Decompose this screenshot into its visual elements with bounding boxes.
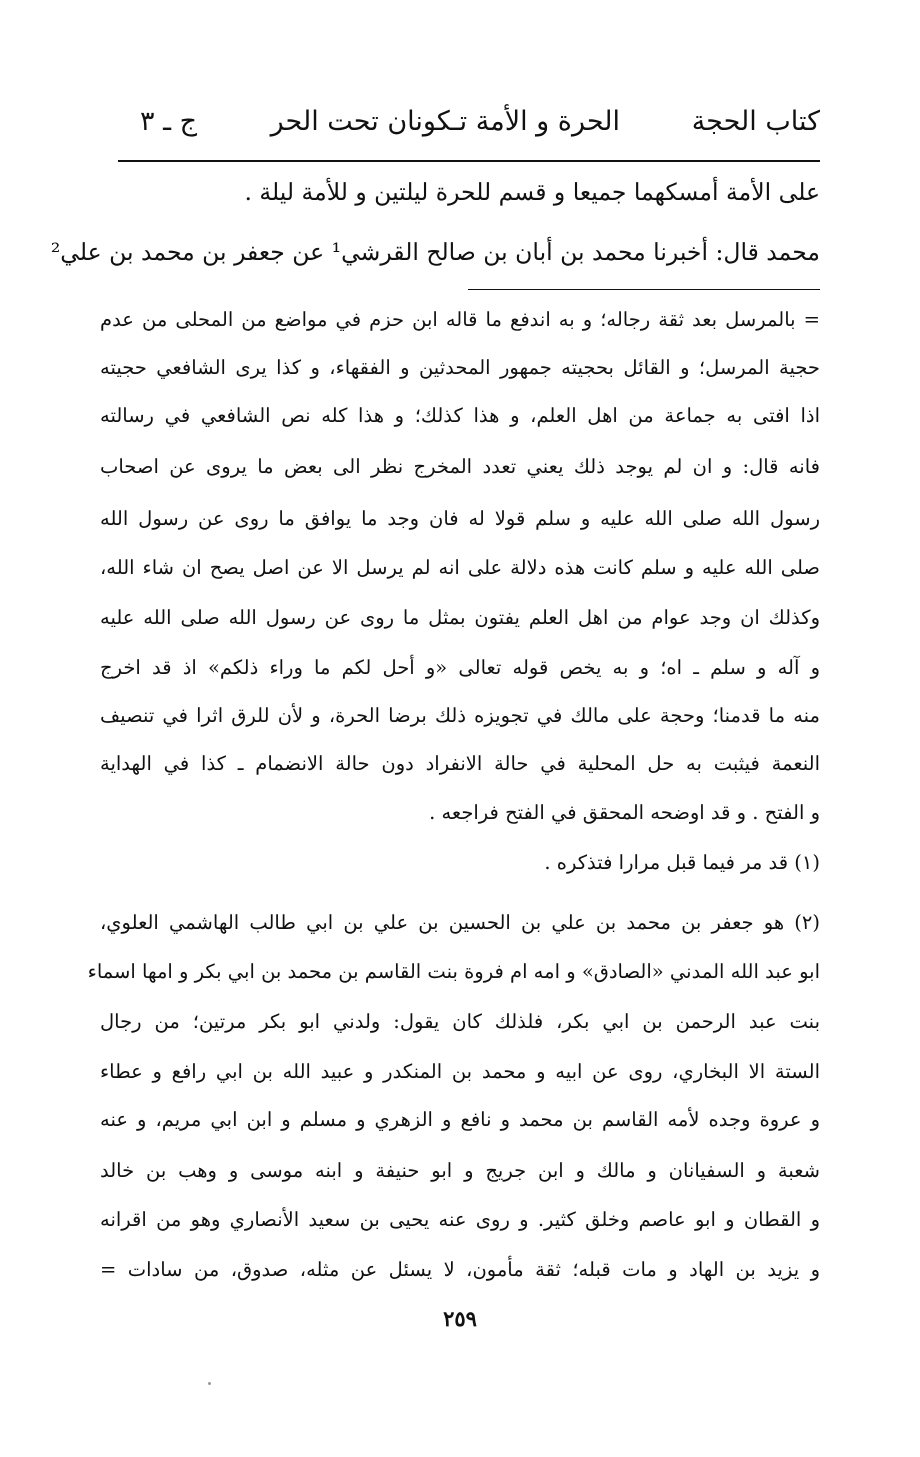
- scan-speck: [208, 1382, 211, 1385]
- footnote-line: النعمة فيثبت به حل المحلية في حالة الانفراد دون حالة الانضمام ـ كذا في الهداية: [100, 752, 820, 775]
- footnote-line: و عروة وجده لأمه القاسم بن محمد و نافع و الزهري و مسلم و ابن ابي مريم، و عنه: [100, 1108, 820, 1131]
- header-volume: ج ـ ٣: [140, 106, 198, 137]
- footnote-line: اذا افتى به جماعة من اهل العلم، و هذا كذلك؛ و هذا كله نص الشافعي في رسالته: [100, 404, 820, 427]
- footnote-line: ابو عبد الله المدني «الصادق» و امه ام فروة بنت القاسم بن محمد بن ابي بكر و امها اسماء: [87, 960, 820, 983]
- body-line: على الأمة أمسكهما جميعا و قسم للحرة ليلتين و للأمة ليلة .: [244, 178, 820, 206]
- page-number: ٢٥٩: [443, 1306, 477, 1331]
- footnote-line: رسول الله صلى الله عليه و سلم قولا له فان وجد ما يوافق ما روى عن رسول الله: [100, 507, 820, 530]
- footnote-line: الستة الا البخاري، روى عن ابيه و محمد بن المنكدر و عبيد الله بن ابي رافع و عطاء: [100, 1060, 820, 1083]
- footnote-line: منه ما قدمنا؛ وحجة على مالك في تجويزه ذلك برضا الحرة، و لأن للرق اثرا في تنصيف: [100, 704, 820, 727]
- footnote-line: و الفتح . و قد اوضحه المحقق في الفتح فراجعه .: [429, 801, 820, 824]
- header-rule: [118, 160, 820, 162]
- footnote-line: و آله و سلم ـ اه؛ و به يخص قوله تعالى «و أحل لكم ما وراء ذلكم» اذ قد اخرج: [100, 656, 820, 679]
- running-header: [120, 106, 820, 150]
- header-book-title: كتاب الحجة: [691, 106, 820, 137]
- footnote-separator: [468, 289, 820, 290]
- footnote-line: بنت عبد الرحمن بن ابي بكر، فلذلك كان يقول: ولدني ابو بكر مرتين؛ من رجال: [100, 1010, 820, 1033]
- footnote-line: و يزيد بن الهاد و مات قبله؛ ثقة مأمون، لا يسئل عن مثله، صدوق، من سادات =: [100, 1258, 820, 1281]
- footnote-line: حجية المرسل؛ و القائل بحجيته جمهور المحدثين و الفقهاء، و كذا يرى الشافعي حجيته: [100, 356, 820, 379]
- footnote-marker-2: (٢) هو جعفر بن محمد بن علي بن الحسين بن علي بن ابي طالب الهاشمي العلوي،: [100, 911, 820, 934]
- footnote-line: صلى الله عليه و سلم كانت هذه دلالة على انه لم يرسل الا عن اصل يصح ان شاء الله،: [100, 556, 820, 579]
- footnote-line: فانه قال: و ان لم يوجد ذلك يعني تعدد المخرج نظر الى بعض ما يروى عن اصحاب: [100, 455, 820, 478]
- footnote-line: وكذلك ان وجد عوام من اهل العلم يفتون بمثل ما روى عن رسول الله صلى الله عليه: [100, 606, 820, 629]
- footnote-line: = بالمرسل بعد ثقة رجاله؛ و به اندفع ما قاله ابن حزم في مواضع من المحلى من عدم: [100, 308, 820, 331]
- body-line: محمد قال: أخبرنا محمد بن أبان بن صالح القرشي¹ عن جعفر بن محمد بن علي²: [50, 238, 820, 266]
- header-chapter-title: الحرة و الأمة تـكونان تحت الحر: [270, 106, 620, 137]
- footnote-marker-1: (١) قد مر فيما قبل مرارا فتذكره .: [544, 851, 820, 874]
- footnote-line: شعبة و السفيانان و مالك و ابن جريج و ابو حنيفة و ابنه موسى و وهب بن خالد: [100, 1159, 820, 1182]
- footnote-line: و القطان و ابو عاصم وخلق كثير. و روى عنه يحيى بن سعيد الأنصاري وهو من اقرانه: [100, 1208, 820, 1231]
